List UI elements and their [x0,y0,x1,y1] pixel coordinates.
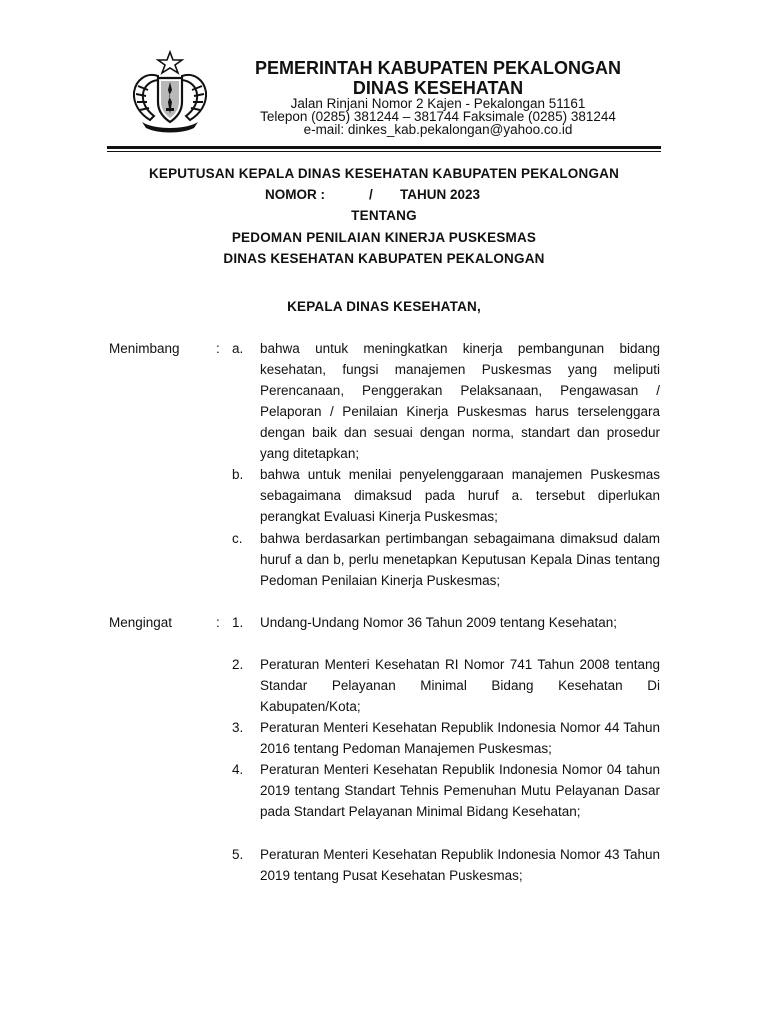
menimbang-item-c: bahwa berdasarkan pertimbangan sebagaimana dimaksud dalam huruf a dan b, perlu menetapkan Keputusan Kepala Dinas tentang Pedoman Penilaian Kinerja Puskesmas; [260,531,660,588]
decree-authority: KEPALA DINAS KESEHATAN, [287,299,481,314]
letterhead-divider-thin [107,151,661,152]
letterhead-divider-thick [107,146,661,149]
mengingat-marker-3: 3. [232,720,244,735]
menimbang-marker-c: c. [232,531,243,546]
decree-title: KEPUTUSAN KEPALA DINAS KESEHATAN KABUPATEN PEKALONGAN [148,166,620,181]
letterhead-email: e-mail: dinkes_kab.pekalongan@yahoo.co.id [303,122,573,137]
decree-number-slash: / [369,187,373,202]
mengingat-item-3: Peraturan Menteri Kesehatan Republik Indonesia Nomor 44 Tahun 2016 tentang Pedoman Manajemen Puskesmas; [260,720,660,756]
menimbang-item-b: bahwa untuk menilai penyelenggaraan manajemen Puskesmas sebagaimana dimaksud pada huruf a. tersebut diperlukan perangkat Evaluasi Kinerja Puskesmas; [260,467,660,524]
decree-subject-line1: PEDOMAN PENILAIAN KINERJA PUSKESMAS [231,230,537,245]
letterhead-phone: Telepon (0285) 381244 – 381744 Faksimale (0285) 381244 [260,109,616,124]
decree-tentang: TENTANG [351,208,417,223]
mengingat-marker-2: 2. [232,657,244,672]
pekalongan-regency-emblem-icon [128,50,212,134]
letterhead-title-agency: DINAS KESEHATAN [352,78,524,98]
menimbang-label: Menimbang [109,341,180,356]
menimbang-item-a: bahwa untuk meningkatkan kinerja pembangunan bidang kesehatan, fungsi manajemen Puskesmas yang meliputi Perencanaan, Penggerakan Pelaksanaan, Pengawasan / Pelaporan / Penilaian Kinerja Puskesmas harus terselenggara dengan baik dan sesuai dengan norma, standart dan prosedur yang ditetapkan; [260,341,660,461]
letterhead-title-government: PEMERINTAH KABUPATEN PEKALONGAN [254,58,621,78]
decree-subject-line2: DINAS KESEHATAN KABUPATEN PEKALONGAN [223,251,545,266]
mengingat-marker-4: 4. [232,762,244,777]
menimbang-colon: : [216,341,220,356]
mengingat-marker-1: 1. [232,615,244,630]
mengingat-label: Mengingat [109,615,173,630]
menimbang-marker-a: a. [232,341,244,356]
letterhead-address: Jalan Rinjani Nomor 2 Kajen - Pekalongan 51161 [290,96,586,111]
mengingat-colon: : [216,615,220,630]
mengingat-item-5: Peraturan Menteri Kesehatan Republik Indonesia Nomor 43 Tahun 2019 tentang Pusat Kesehatan Puskesmas; [260,847,660,883]
menimbang-marker-b: b. [232,467,244,482]
decree-year: TAHUN 2023 [400,187,481,202]
mengingat-item-2: Peraturan Menteri Kesehatan RI Nomor 741 Tahun 2008 tentang Standar Pelayanan Minimal Bidang Kesehatan Di Kabupaten/Kota; [260,657,660,714]
mengingat-item-1: Undang-Undang Nomor 36 Tahun 2009 tentang Kesehatan; [260,615,618,630]
mengingat-item-4: Peraturan Menteri Kesehatan Republik Indonesia Nomor 04 tahun 2019 tentang Standart Tehnis Pemenuhan Mutu Pelayanan Dasar pada Standart Pelayanan Minimal Bidang Kesehatan; [260,762,660,819]
mengingat-marker-5: 5. [232,847,244,862]
decree-number-label: NOMOR : [265,187,325,202]
